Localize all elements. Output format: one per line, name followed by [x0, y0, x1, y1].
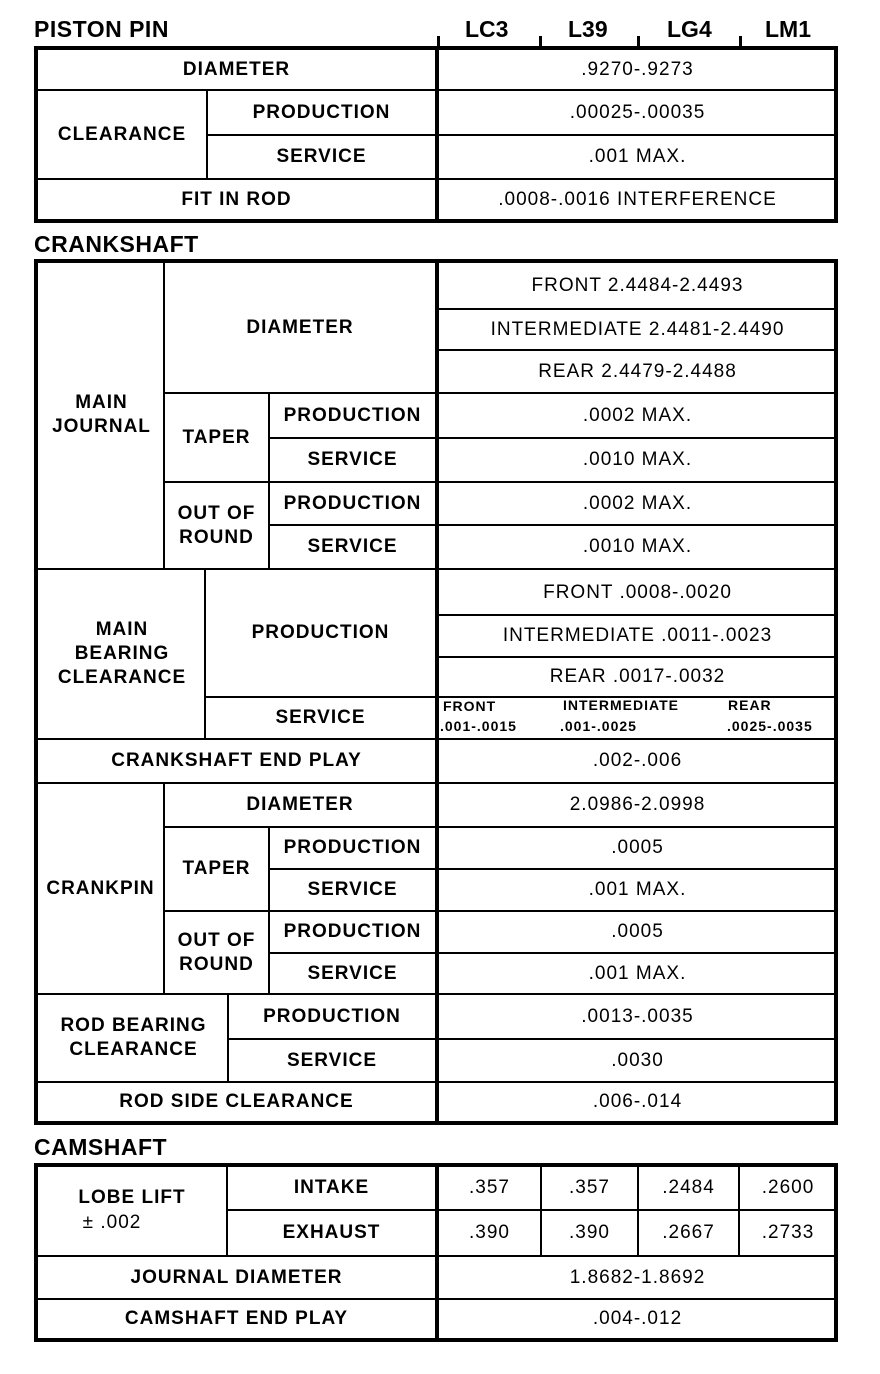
- crankpin-oor-production-value: .0005: [611, 921, 664, 942]
- main-bearing-service-label: SERVICE: [275, 707, 366, 728]
- rod-bearing-production-value: .0013-.0035: [581, 1005, 694, 1027]
- intake-value-lg4: .2484: [662, 1177, 715, 1198]
- lobe-lift-label: LOBE LIFT: [78, 1187, 186, 1208]
- section-title-camshaft: CAMSHAFT: [34, 1134, 168, 1160]
- intake-label: INTAKE: [293, 1177, 370, 1198]
- intake-value-lc3: .357: [469, 1177, 510, 1198]
- main-taper-production-value: .0002 MAX.: [582, 404, 693, 426]
- crankpin-taper-production-label: PRODUCTION: [283, 837, 422, 858]
- column-header-l39: L39: [568, 16, 608, 42]
- crankpin-taper-service-label: SERVICE: [307, 879, 398, 900]
- crankshaft-end-play-label: CRANKSHAFT END PLAY: [111, 750, 362, 771]
- service-rear-label: REAR: [728, 697, 772, 713]
- piston-diameter-label: DIAMETER: [182, 58, 291, 80]
- service-rear-value: .0025-.0035: [727, 718, 813, 734]
- journal-diameter-value: 1.8682-1.8692: [569, 1266, 706, 1288]
- column-header-lc3: LC3: [465, 16, 509, 42]
- main-bearing-clearance-label: MAIN BEARING CLEARANCE: [57, 619, 187, 688]
- piston-service-label: SERVICE: [276, 146, 367, 167]
- service-front-label: FRONT: [443, 698, 497, 714]
- main-taper-production-label: PRODUCTION: [283, 404, 422, 426]
- exhaust-value-lc3: .390: [469, 1222, 510, 1243]
- piston-diameter-value: .9270-.9273: [581, 58, 694, 80]
- main-oor-service-value: .0010 MAX.: [582, 536, 693, 557]
- main-journal-label: MAIN JOURNAL: [52, 392, 151, 437]
- main-bearing-rear-value: REAR .0017-.0032: [549, 666, 726, 687]
- main-oor-service-label: SERVICE: [307, 536, 398, 557]
- camshaft-end-play-value: .004-.012: [592, 1308, 683, 1329]
- rod-side-clearance-label: ROD SIDE CLEARANCE: [119, 1091, 354, 1112]
- lobe-lift-label-group: [38, 1165, 226, 1255]
- column-header-lm1: LM1: [765, 16, 811, 42]
- exhaust-value-lm1: .2733: [761, 1222, 815, 1243]
- crankpin-taper-service-value: .001 MAX.: [588, 879, 687, 900]
- crankpin-diameter-value: 2.0986-2.0998: [569, 794, 706, 815]
- piston-fit-label: FIT IN ROD: [181, 188, 292, 210]
- exhaust-value-lg4: .2667: [662, 1222, 715, 1243]
- main-oor-production-value: .0002 MAX.: [582, 492, 693, 514]
- main-bearing-production-label: PRODUCTION: [251, 622, 390, 643]
- piston-fit-value: .0008-.0016 INTERFERENCE: [498, 188, 777, 210]
- crankshaft-end-play-value: .002-.006: [592, 750, 683, 771]
- diameter-rear-value: REAR 2.4479-2.4488: [538, 360, 737, 382]
- main-bearing-intermediate-value: INTERMEDIATE .0011-.0023: [502, 625, 773, 646]
- piston-production-label: PRODUCTION: [252, 101, 391, 123]
- rod-bearing-production-label: PRODUCTION: [263, 1005, 401, 1027]
- crankpin-oor-production-label: PRODUCTION: [283, 921, 422, 942]
- intake-value-lm1: .2600: [761, 1177, 815, 1198]
- journal-diameter-label: JOURNAL DIAMETER: [130, 1266, 343, 1288]
- intake-value-l39: .357: [569, 1177, 610, 1198]
- exhaust-label: EXHAUST: [282, 1222, 381, 1243]
- main-taper-service-label: SERVICE: [307, 449, 398, 470]
- lobe-lift-tolerance: ± .002: [82, 1212, 142, 1233]
- rod-bearing-clearance-label: ROD BEARING CLEARANCE: [60, 1015, 207, 1060]
- rod-bearing-service-label: SERVICE: [286, 1049, 378, 1071]
- service-intermediate-value: .001-.0025: [560, 718, 637, 734]
- main-journal-diameter-label: DIAMETER: [246, 316, 354, 338]
- crankpin-taper-label: TAPER: [182, 858, 251, 879]
- camshaft-end-play-label: CAMSHAFT END PLAY: [124, 1308, 349, 1329]
- main-taper-service-value: .0010 MAX.: [582, 449, 693, 470]
- diameter-front-value: FRONT 2.4484-2.4493: [531, 275, 744, 296]
- section-title-piston-pin: PISTON PIN: [34, 16, 169, 42]
- piston-clearance-label: CLEARANCE: [57, 123, 187, 145]
- crankpin-oor-service-value: .001 MAX.: [588, 962, 687, 984]
- rod-bearing-service-value: .0030: [611, 1049, 664, 1071]
- piston-service-value: .001 MAX.: [588, 146, 687, 167]
- main-oor-label: OUT OF ROUND: [177, 502, 256, 548]
- section-title-crankshaft: CRANKSHAFT: [34, 231, 199, 257]
- crankpin-taper-production-value: .0005: [611, 837, 664, 858]
- main-oor-production-label: PRODUCTION: [283, 492, 422, 514]
- service-front-value: .001-.0015: [440, 718, 517, 734]
- main-bearing-front-value: FRONT .0008-.0020: [543, 582, 732, 603]
- column-header-lg4: LG4: [667, 16, 712, 42]
- crankpin-diameter-label: DIAMETER: [246, 794, 354, 815]
- main-taper-label: TAPER: [182, 426, 251, 448]
- diameter-intermediate-value: INTERMEDIATE 2.4481-2.4490: [490, 318, 785, 340]
- piston-production-value: .00025-.00035: [569, 101, 706, 123]
- crankpin-label: CRANKPIN: [46, 877, 155, 899]
- service-intermediate-label: INTERMEDIATE: [563, 697, 679, 713]
- exhaust-value-l39: .390: [569, 1222, 610, 1243]
- crankpin-oor-label: OUT OF ROUND: [177, 929, 256, 975]
- crankpin-oor-service-label: SERVICE: [307, 962, 398, 984]
- rod-side-clearance-value: .006-.014: [592, 1091, 683, 1112]
